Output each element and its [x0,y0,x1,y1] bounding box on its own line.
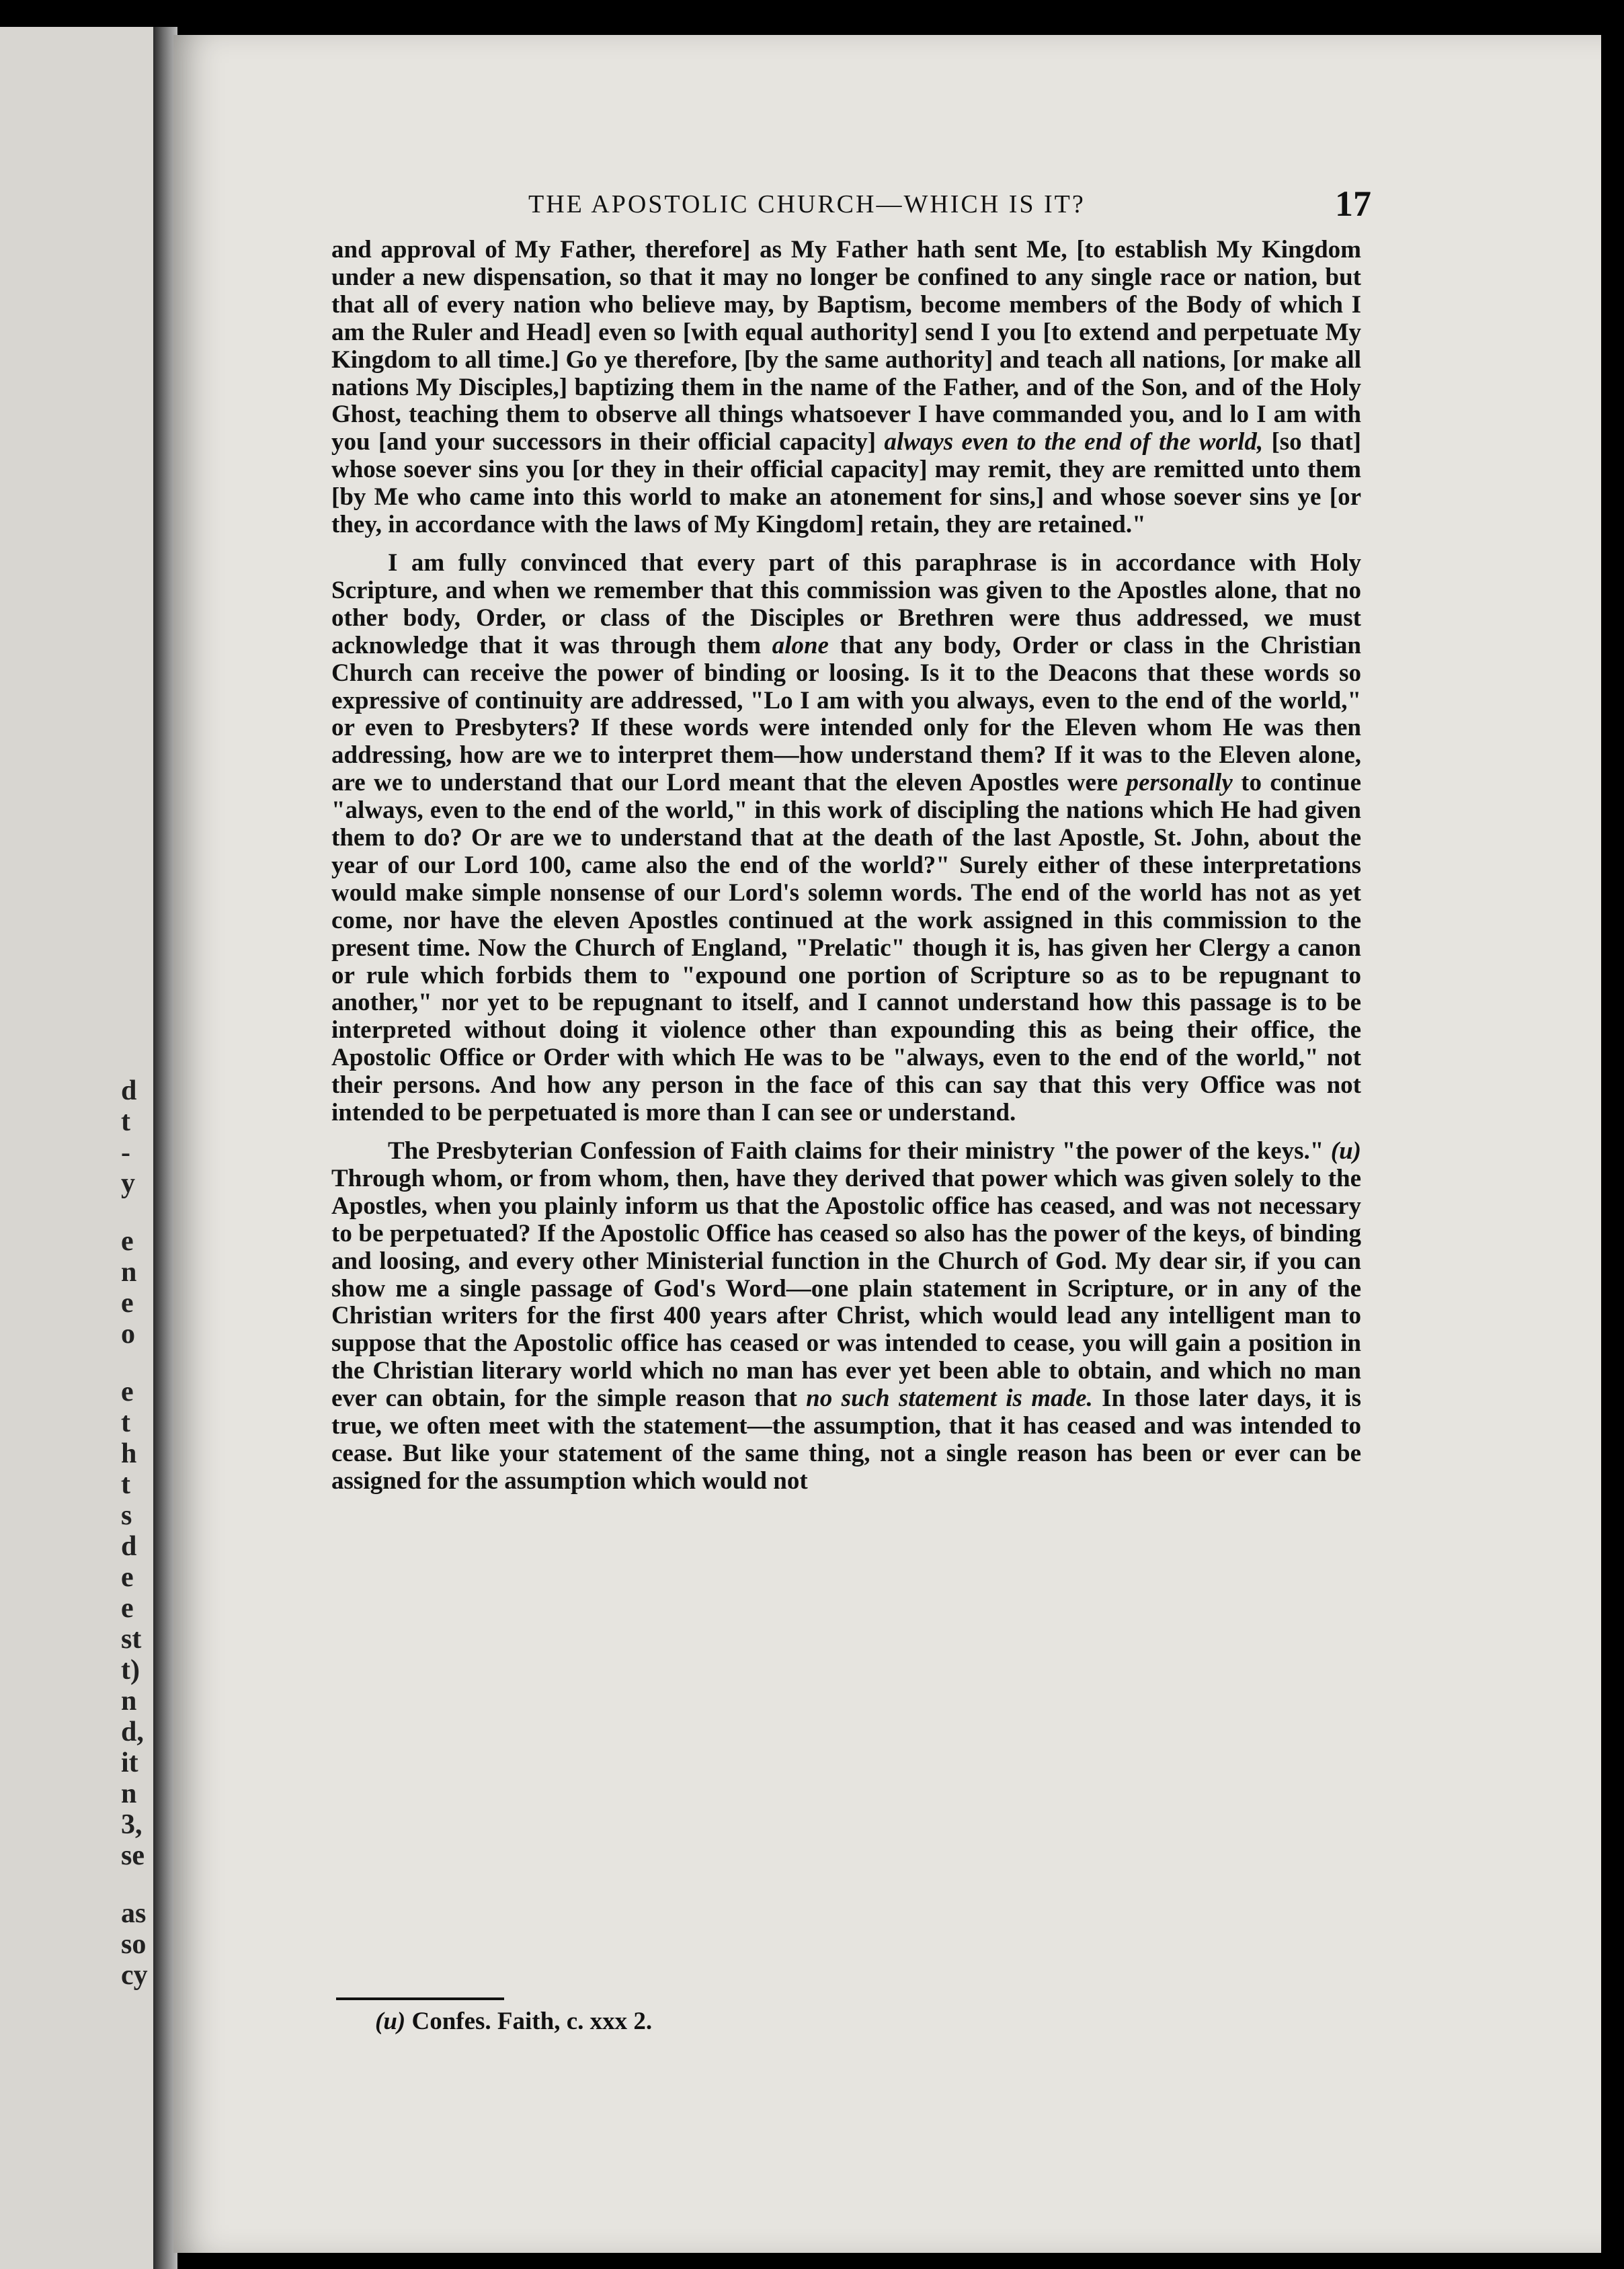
facing-page-fragment: n [121,1778,137,1809]
facing-page-fragment: se [121,1840,145,1871]
facing-page-fragment: e [121,1562,134,1593]
facing-page-fragment: - [121,1137,130,1168]
italic-text-run: alone [772,631,829,659]
facing-page-fragment: n [121,1686,137,1717]
facing-page-fragment: 3, [121,1809,143,1840]
facing-page-fragment: st [121,1624,142,1655]
paragraph [331,1138,1361,1495]
italic-text-run: (u) [1330,1137,1361,1165]
facing-page-fragment: t [121,1407,130,1438]
facing-page-text-fragments [121,1075,155,1991]
text-run: and approval of My Father, therefore] as My Father hath sent Me, [to establish My Kingdom under a new dispensation, so that it may no longer be confined to any single race or nation, but that all of every nation who believe may, by Baptism, become members of the Body of which I am the Ruler and Head] even so [with equal authority] send I you [to extend and perpetuate My Kingdom to all time.] Go ye therefore, [by the same authority] and teach all nations, [or make all nations My Disciples,] baptizing them in the name of the Father, and of the Son, and of the Holy Ghost, teaching them to observe all things whatsoever I have commanded you, and lo I am with you [and your successors in their official capacity] [331,236,1361,456]
text-run: that any body, Order or class in the Christian Church can receive the power of binding or loosing. Is it to the Deacons that these words so expressive of continuity are addressed, "Lo I am with you always, even to the end of the world," or even to Presbyters? If these words were intended only for the Eleven whom He was then addressing, how are we to interpret them—how understand them? If it was to the Eleven alone, are we to understand that our Lord meant that the eleven Apostles were [331,631,1361,797]
body-text [331,237,1361,1495]
footnote-rule [336,1997,504,2000]
facing-page-fragment: o [121,1319,135,1350]
footnote-text: Confes. Faith, c. xxx 2. [405,2008,653,2035]
facing-page-fragment: cy [121,1960,148,1991]
facing-page-fragment: d [121,1075,137,1106]
facing-page-fragment [121,1199,155,1226]
facing-page-fragment: n [121,1257,137,1288]
facing-page-fragment: so [121,1929,147,1960]
facing-page-fragment [121,1350,155,1376]
facing-page-fragment: y [121,1168,135,1199]
page-number: 17 [1335,183,1371,224]
facing-page-fragment: d, [121,1717,144,1747]
text-run: to continue "always, even to the end of the world," in this work of discipling the nations which He had given them to do? Or are we to understand that at the death of the last Apostle, St. John, about the year of our Lord 100, came also the end of the world?" Surely either of these interpretations would make simple nonsense of our Lord's solemn words. The end of the world has not as yet come, nor have the eleven Apostles continued at the work assigned in this commission to the present time. Now the Church of England, "Prelatic" though it is, has given her Clergy a canon or rule which forbids them to "expound one portion of Scripture so as to be repugnant to another," nor yet to be repugnant to itself, and I cannot understand how this passage is to be interpreted without doing it violence other than expounding this as being their office, the Apostolic Office or Order with which He was to be "always, even to the end of the world," not their persons. And how any person in the face of this can say that this very Office was not intended to be perpetuated is more than I can see or understand. [331,769,1362,1127]
text-run: [so that] whose soever sins you [or they in their official capacity] may remit, they are remitted unto them [by Me who came into this world to make an atonement for sins,] and whose soever sins ye [or they, in accordance with the laws of My Kingdom] retain, they are retained." [331,428,1361,539]
text-run: The Presbyterian Confession of Faith claims for their ministry "the power of the keys." [388,1137,1331,1165]
footnote-marker: (u) [375,2008,406,2035]
text-run: Through whom, or from whom, then, have they derived that power which was given solely to the Apostles, when you plainly inform us that the Apostolic office has ceased, and was not necessary to be perpetuated? If the Apostolic Office has ceased so also has the power of the keys, of binding and loosing, and every other Ministerial function in the Church of God. My dear sir, if you can show me a single passage of God's Word—one plain statement in Scripture, or in any of the Christian writers for the first 400 years after Christ, which would lead any intelligent man to suppose that the Apostolic office has ceased or was intended to cease, you will gain a position in the Christian literary world which no man has ever yet been able to obtain, and which no man ever can obtain, for the simple reason that [331,1164,1361,1413]
facing-page-fragment [121,1871,155,1898]
paragraph [331,237,1361,539]
running-head [323,183,1371,230]
facing-page-fragment: e [121,1376,134,1407]
facing-page-fragment: t [121,1106,130,1137]
facing-page-fragment: d [121,1531,137,1562]
footnote [375,2007,652,2036]
facing-page-edge [0,27,156,2269]
facing-page-fragment: s [121,1500,132,1531]
facing-page-fragment: e [121,1226,134,1257]
facing-page-fragment: e [121,1288,134,1319]
paragraph [331,550,1361,1127]
facing-page-fragment: t) [121,1655,140,1686]
running-title: THE APOSTOLIC CHURCH—WHICH IS IT? [528,190,1086,218]
italic-text-run: no such statement is made. [806,1385,1093,1413]
italic-text-run: always even to the end of the world, [884,428,1264,456]
italic-text-run: personally [1126,769,1233,797]
facing-page-fragment: t [121,1469,130,1500]
facing-page-fragment: h [121,1438,137,1469]
facing-page-fragment: as [121,1898,147,1929]
facing-page-fragment: e [121,1593,134,1624]
facing-page-fragment: it [121,1747,138,1778]
text-run: I am fully convinced that every part of this paraphrase is in accordance with Holy Scripture, and when we remember that this commission was given to the Apostles alone, that no other body, Order, or class of the Disciples or Brethren were thus addressed, we must acknowledge that it was through them [331,548,1361,659]
text-run: In those later days, it is true, we often meet with the statement—the assumption, that it has ceased and was intended to cease. But like your statement of the same thing, not a single reason has been or ever can be assigned for the assumption which would not [331,1385,1361,1495]
